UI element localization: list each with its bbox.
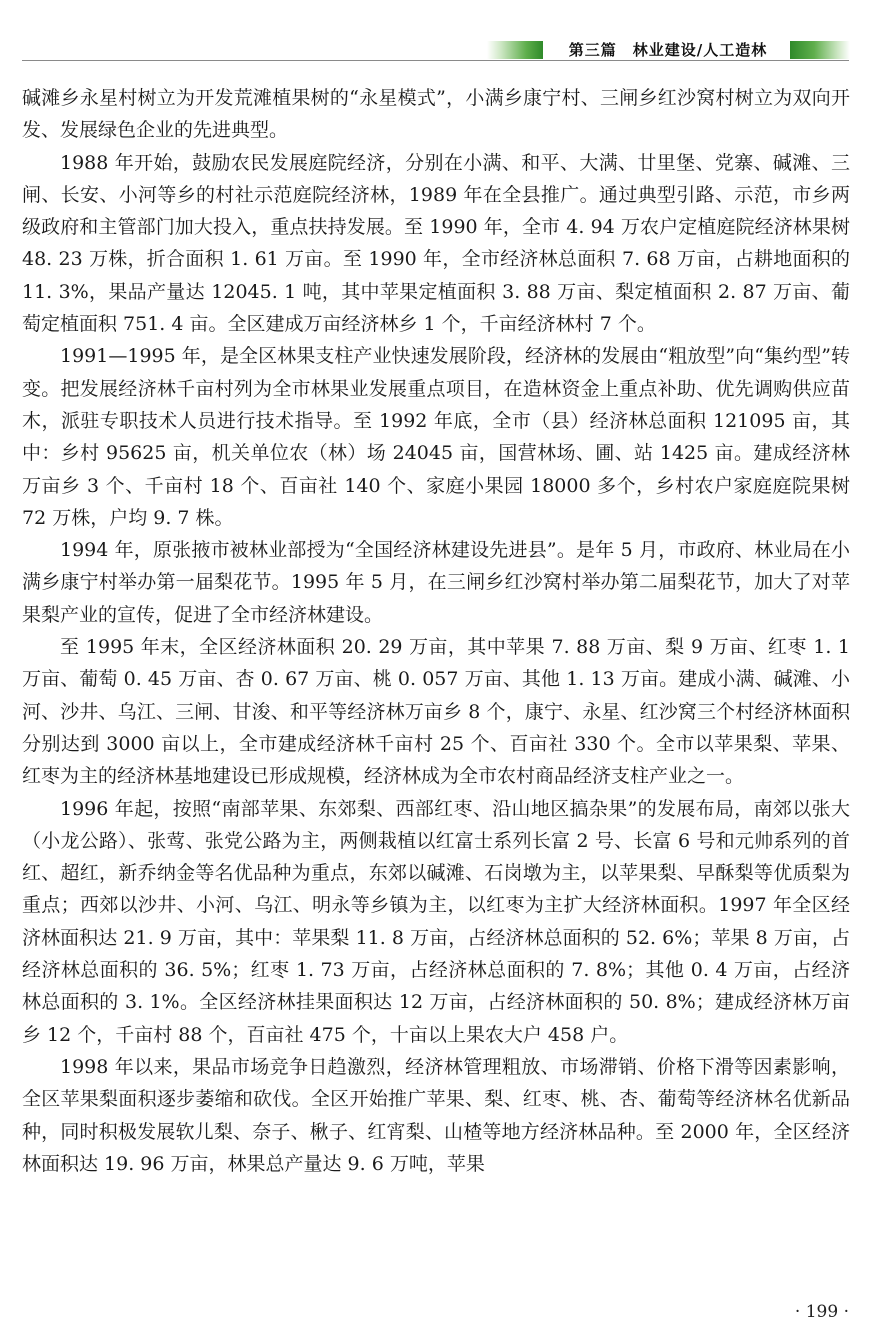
paragraph-continued: 碱滩乡永星村树立为开发荒滩植果树的“永星模式”，小满乡康宁村、三闸乡红沙窝村树立为双向开发、发展绿色企业的先进典型。 — [22, 87, 850, 142]
paragraph-1994: 1994 年，原张掖市被林业部授为“全国经济林建设先进县”。是年 5 月，市政府、林业局在小满乡康宁村举办第一届梨花节。1995 年 5 月，在三闸乡红沙窝村举办第二届梨花节，加大了对苹果梨产业的宣传，促进了全市经济林建设。 — [22, 539, 850, 626]
paragraph-1996: 1996 年起，按照“南部苹果、东郊梨、西部红枣、沿山地区搞杂果”的发展布局，南郊以张大（小龙公路）、张莺、张党公路为主，两侧栽植以红富士系列长富 2 号、长富 6 号和元帅系列的首红、超红，新乔纳金等名优品种为重点，东郊以碱滩、石岗墩为主，以苹果梨、早酥梨等优质梨为重点；西郊以沙井、小河、乌江、明永等乡镇为主，以红枣为主扩大经济林面积。1997 年全区经济林面积达 21. 9 万亩，其中：苹果梨 11. 8 万亩，占经济林总面积的 52. 6%；苹果 8 万亩，占经济林总面积的 36. 5%；红枣 1. 73 万亩，占经济林总面积的 7. 8%；其他 0. 4 万亩，占经济林总面积的 3. 1%。全区经济林挂果面积达 12 万亩，占经济林面积的 50. 8%；建成经济林万亩乡 12 个，千亩村 88 个，百亩社 475 个，十亩以上果农大户 458 户。 — [22, 797, 850, 1046]
page-number: · 199 · — [794, 1302, 849, 1322]
paragraph-1988: 1988 年开始，鼓励农民发展庭院经济，分别在小满、和平、大满、廿里堡、党寨、碱滩、三闸、长安、小河等乡的村社示范庭院经济林，1989 年在全县推广。通过典型引路、示范，市乡两级政府和主管部门加大投入，重点扶持发展。至 1990 年，全市 4. 94 万农户定植庭院经济林果树 48. 23 万株，折合面积 1. 61 万亩。至 1990 年，全市经济林总面积 7. 68 万亩，占耕地面积的 11. 3%，果品产量达 12045. 1 吨，其中苹果定植面积 3. 88 万亩、梨定植面积 2. 87 万亩、葡萄定植面积 751. 4 亩。全区建成万亩经济林乡 1 个，千亩经济林村 7 个。 — [22, 151, 850, 336]
paragraph-1995-end: 至 1995 年末，全区经济林面积 20. 29 万亩，其中苹果 7. 88 万亩、梨 9 万亩、红枣 1. 1 万亩、葡萄 0. 45 万亩、杏 0. 67 万亩、桃 0. 057 万亩、其他 1. 13 万亩。建成小满、碱滩、小河、沙井、乌江、三闸、甘浚、和平等经济林万亩乡 8 个，康宁、永星、红沙窝三个村经济林面积分别达到 3000 亩以上，全市建成经济林千亩村 25 个、百亩社 330 个。全市以苹果梨、苹果、红枣为主的经济林基地建设已形成规模，经济林成为全市农村商品经济支柱产业之一。 — [22, 636, 850, 788]
header-section-title: 第三篇 林业建设/人工造林 — [568, 41, 768, 59]
header-decor-bar-left — [487, 41, 543, 59]
header-decor-bar-right — [790, 41, 850, 59]
header-rule — [22, 60, 849, 61]
body-text — [22, 82, 850, 1180]
paragraph-1998: 1998 年以来，果品市场竞争日趋激烈，经济林管理粗放、市场滞销、价格下滑等因素影响，全区苹果梨面积逐步萎缩和砍伐。全区开始推广苹果、梨、红枣、桃、杏、葡萄等经济林名优新品种，同时积极发展软儿梨、奈子、楸子、红宵梨、山楂等地方经济林品种。至 2000 年，全区经济林面积达 19. 96 万亩，林果总产量达 9. 6 万吨，苹果 — [22, 1055, 850, 1175]
paragraph-1991-1995: 1991—1995 年，是全区林果支柱产业快速发展阶段，经济林的发展由“粗放型”向“集约型”转变。把发展经济林千亩村列为全市林果业发展重点项目，在造林资金上重点补助、优先调购供应苗木，派驻专职技术人员进行技术指导。至 1992 年底，全市（县）经济林总面积 121095 亩，其中：乡村 95625 亩，机关单位农（林）场 24045 亩，国营林场、圃、站 1425 亩。建成经济林万亩乡 3 个、千亩村 18 个、百亩社 140 个、家庭小果园 18000 多个，乡村农户家庭庭院果树 72 万株，户均 9. 7 株。 — [22, 345, 850, 529]
